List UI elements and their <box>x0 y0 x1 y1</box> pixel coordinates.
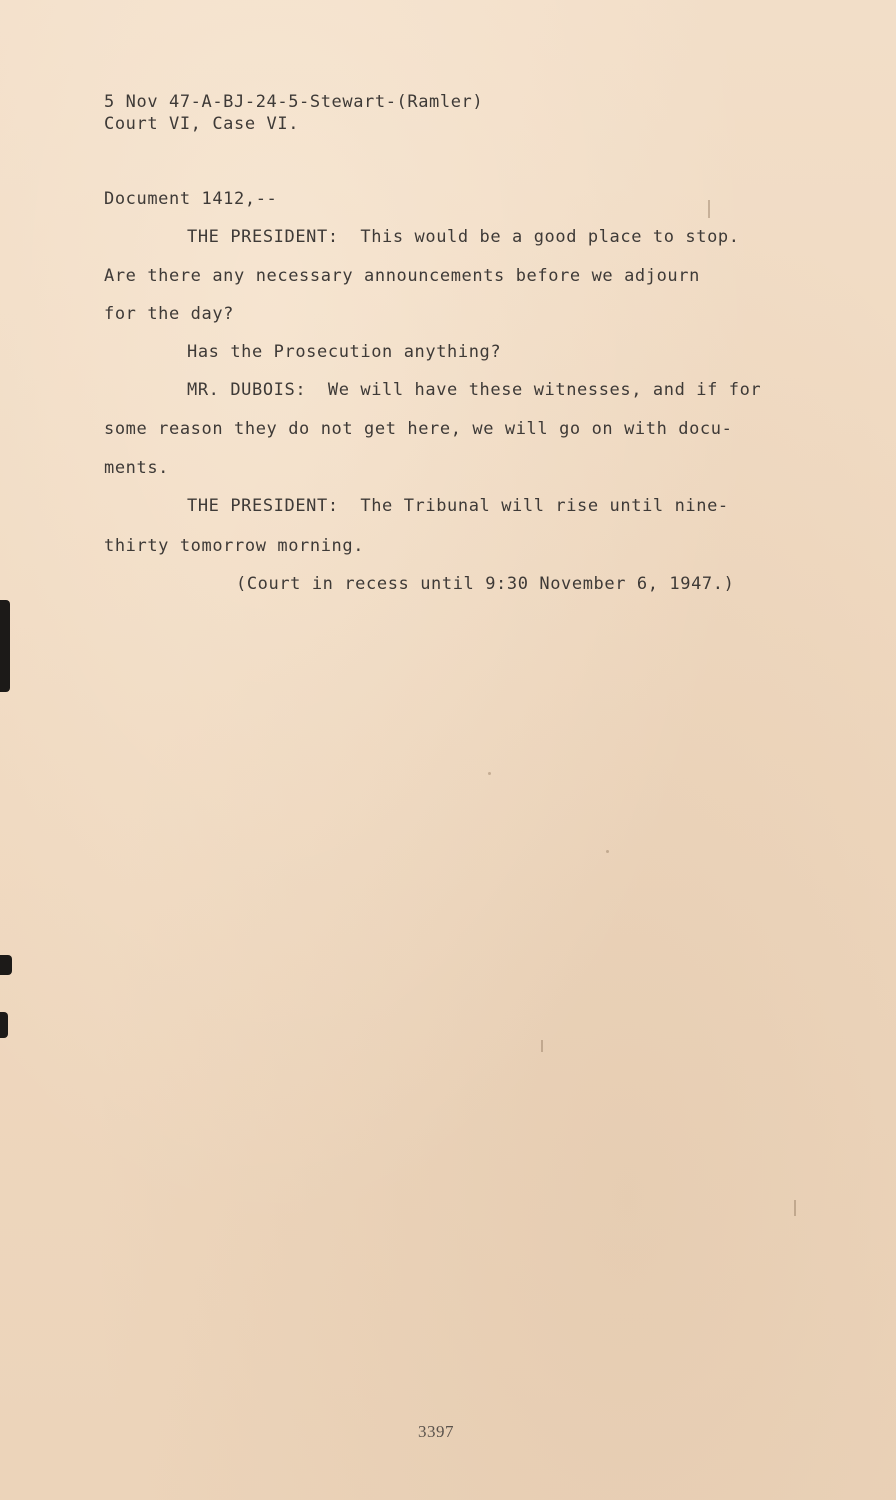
body-line: some reason they do not get here, we will go on with docu- <box>104 419 733 439</box>
binding-mark <box>0 955 12 975</box>
body-line: THE PRESIDENT: The Tribunal will rise until nine- <box>187 496 729 516</box>
paper-fleck <box>488 772 491 775</box>
recess-note: (Court in recess until 9:30 November 6, 1947.) <box>236 574 735 594</box>
header-line-2: Court VI, Case VI. <box>104 114 300 134</box>
body-line: MR. DUBOIS: We will have these witnesses, and if for <box>187 380 762 400</box>
page-number: 3397 <box>418 1422 454 1441</box>
body-line: THE PRESIDENT: This would be a good place to stop. <box>187 227 740 247</box>
body-line: Has the Prosecution anything? <box>187 342 502 362</box>
paper-fleck <box>708 200 710 218</box>
document-label: Document 1412,-- <box>104 189 278 209</box>
paper-fleck <box>606 850 609 853</box>
paper-fleck <box>794 1200 796 1216</box>
body-line: for the day? <box>104 304 235 324</box>
body-line: thirty tomorrow morning. <box>104 536 365 556</box>
binding-mark <box>0 1012 8 1038</box>
body-line: ments. <box>104 458 170 478</box>
header-line-1: 5 Nov 47-A-BJ-24-5-Stewart-(Ramler) <box>104 92 484 112</box>
binding-mark <box>0 600 10 692</box>
body-line: Are there any necessary announcements before we adjourn <box>104 266 700 286</box>
paper-fleck <box>541 1040 543 1052</box>
